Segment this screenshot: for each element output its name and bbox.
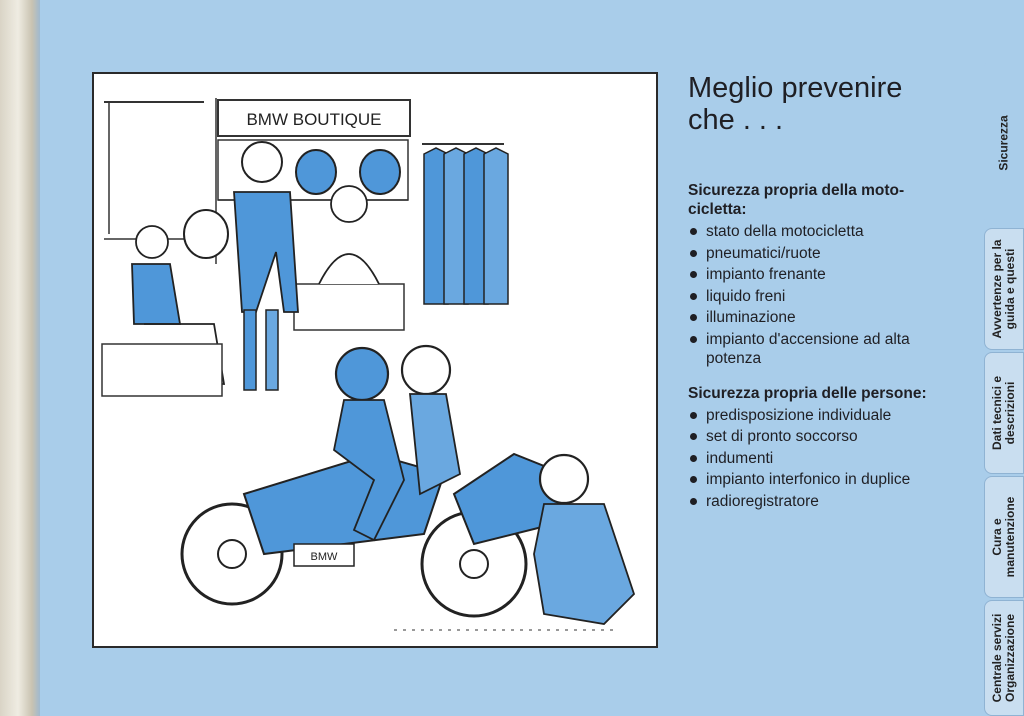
tab-cura-label: Cura e manutenzione <box>990 496 1017 578</box>
seated-woman <box>136 226 168 258</box>
kneeling-mechanic <box>534 504 634 624</box>
section-title-vehicle-line-1: Sicurezza propria della moto- <box>688 182 905 199</box>
list-item: pneumatici/ruote <box>688 243 968 265</box>
heading-line-2: che . . . <box>688 104 784 136</box>
list-item: impianto interfonico in duplice <box>688 469 968 491</box>
tab-avvertenze-label: Avvertenze per la guida e questi <box>990 239 1017 339</box>
passenger-helmet <box>402 346 450 394</box>
list-item: illuminazione <box>688 307 968 329</box>
section-title-vehicle-line-2: cicletta: <box>688 201 747 218</box>
boutique-illustration <box>92 72 658 648</box>
list-item: radioregistratore <box>688 491 968 513</box>
section-title-people: Sicurezza propria delle persone: <box>688 384 927 402</box>
tab-sicurezza-label: Sicurezza <box>996 114 1011 171</box>
manual-page <box>40 0 1024 716</box>
rider-helmet <box>336 348 388 400</box>
jackets-on-rack <box>424 148 508 304</box>
heading-line-1: Meglio prevenire <box>688 72 903 104</box>
tab-avvertenze[interactable] <box>984 228 1024 350</box>
helmet-shelf-1 <box>296 150 336 194</box>
tab-sicurezza[interactable] <box>984 60 1024 225</box>
list-item: impianto d'accensione ad alta potenza <box>688 329 968 368</box>
list-item: stato della motocicletta <box>688 221 968 243</box>
shop-counter <box>294 284 404 330</box>
list-item: impianto frenante <box>688 264 968 286</box>
held-helmet <box>184 210 228 258</box>
bench <box>102 344 222 396</box>
illustration-drawing <box>94 74 656 646</box>
people-safety-list <box>688 405 968 513</box>
mechanic-helmet <box>540 455 588 503</box>
boutique-sign-text: BMW BOUTIQUE <box>246 110 382 129</box>
list-item: predisposizione individuale <box>688 405 968 427</box>
tab-cura[interactable] <box>984 476 1024 598</box>
helmet-shelf-2 <box>360 150 400 194</box>
section-title-vehicle <box>688 181 968 219</box>
tab-dati-tecnici[interactable] <box>984 352 1024 474</box>
list-item: liquido freni <box>688 286 968 308</box>
list-item: indumenti <box>688 448 968 470</box>
book-binding <box>0 0 40 716</box>
man-customer <box>242 142 282 182</box>
tab-dati-tecnici-label: Dati tecnici e descrizioni <box>990 375 1017 451</box>
page-heading <box>688 72 968 136</box>
motorcycle-front <box>182 454 444 604</box>
tab-centrale-servizi-label: Centrale servizi Organizzazione <box>990 613 1017 703</box>
saleswoman <box>331 186 367 222</box>
list-item: set di pronto soccorso <box>688 426 968 448</box>
text-column <box>688 72 968 512</box>
tab-centrale-servizi[interactable] <box>984 600 1024 716</box>
license-plate: BMW <box>310 551 338 563</box>
vehicle-safety-list <box>688 221 968 368</box>
